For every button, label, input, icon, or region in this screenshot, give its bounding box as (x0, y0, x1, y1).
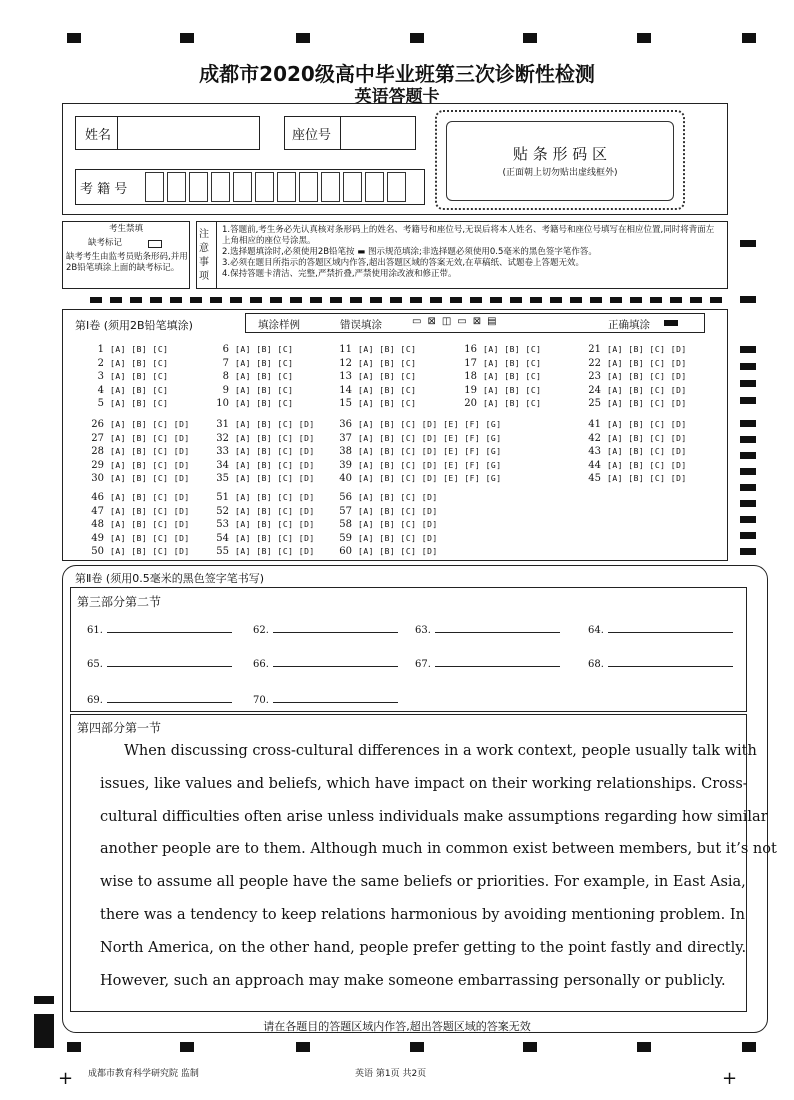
answer-options[interactable]: [A] [B] [C] (483, 399, 542, 408)
timing-mark (180, 1042, 194, 1052)
question-2[interactable] (88, 358, 168, 369)
question-42[interactable] (585, 433, 687, 444)
answer-options[interactable]: [A] [B] [C] [D] (110, 460, 190, 470)
question-15[interactable] (336, 398, 416, 409)
question-52[interactable] (213, 506, 315, 517)
notice-label: 注意事项 (199, 229, 209, 282)
timing-mark (296, 33, 310, 43)
question-20[interactable] (461, 398, 541, 409)
question-59[interactable] (336, 533, 438, 544)
timing-mark (180, 33, 194, 43)
question-19[interactable] (461, 385, 541, 396)
answer-options[interactable]: [A] [B] [C] [D] (358, 493, 438, 502)
question-number: 38 (339, 446, 352, 457)
timing-mark (410, 33, 424, 43)
timing-mark (740, 484, 756, 491)
question-40[interactable] (336, 473, 502, 484)
question-number: 29 (91, 459, 104, 471)
answer-options[interactable]: [A] [B] [C] [D] (358, 506, 438, 516)
question-number: 53 (216, 519, 229, 530)
question-number: 24 (588, 384, 601, 396)
timing-mark (740, 516, 756, 523)
question-number: 58 (339, 519, 352, 530)
answer-options[interactable]: [A] [B] [C] [D] (235, 547, 315, 556)
question-58[interactable] (336, 519, 438, 530)
timing-mark (740, 240, 756, 247)
blank-63[interactable]: 63. (415, 622, 560, 636)
question-39[interactable] (336, 460, 502, 471)
answer-options[interactable]: [A] [B] [C] [D] (607, 474, 687, 483)
question-number: 28 (91, 446, 104, 457)
blank-61[interactable]: 61. (87, 622, 232, 636)
question-4[interactable] (88, 385, 168, 396)
answer-options[interactable]: [A] [B] [C] [D] (358, 533, 438, 543)
answer-options[interactable]: [A] [B] [C] [D] (235, 506, 315, 516)
answer-options[interactable]: [A] [B] [C] [D] (110, 547, 190, 556)
answer-options[interactable]: [A] [B] [C] [D] [E] [F] [G] (358, 460, 502, 470)
question-3[interactable] (88, 371, 168, 382)
question-number: 9 (222, 384, 229, 396)
question-53[interactable] (213, 519, 315, 530)
timing-mark (67, 1042, 81, 1052)
question-21[interactable] (585, 344, 687, 355)
question-31[interactable] (213, 419, 315, 430)
blank-64[interactable]: 64. (588, 622, 733, 636)
answer-options[interactable]: [A] [B] [C] [D] (358, 547, 438, 556)
question-number: 19 (464, 384, 477, 396)
question-number: 46 (91, 492, 104, 503)
question-number: 7 (222, 357, 229, 369)
question-number: 4 (97, 384, 104, 396)
part2-title: 第Ⅱ卷 (须用0.5毫米的黑色签字笔书写) (75, 572, 264, 585)
crosshair-icon: + (722, 1068, 738, 1089)
question-number: 44 (588, 459, 601, 471)
answer-options[interactable]: [A] [B] [C] (483, 385, 542, 395)
timing-mark (67, 33, 81, 43)
question-number: 40 (339, 473, 352, 484)
question-47[interactable] (88, 506, 190, 517)
answer-options[interactable]: [A] [B] [C] [D] (110, 474, 190, 483)
answer-options[interactable]: [A] [B] [C] (110, 385, 169, 395)
question-60[interactable] (336, 546, 438, 557)
section-3-2-title: 第三部分第二节 (77, 595, 162, 609)
question-8[interactable] (213, 371, 293, 382)
question-number: 36 (339, 419, 352, 430)
page-title: 成都市2020级高中毕业班第三次诊断性检测 (199, 62, 595, 86)
question-41[interactable] (585, 419, 687, 430)
answer-options[interactable]: [A] [B] [C] [D] (110, 520, 190, 529)
question-25[interactable] (585, 398, 687, 409)
question-number: 39 (339, 459, 352, 471)
answer-options[interactable]: [A] [B] [C] [D] (235, 433, 315, 443)
timing-mark (740, 436, 756, 443)
essay-text[interactable]: When discussing cross-cultural differences in a work context, people usually talk with issues, like values and beliefs, which have impact on their working relationships. Cross- cultural difficulties often arise unless individuals make assumptions regarding how similar another people are to them. Although much in common exist between members, but it’s not wise to assume all people have the same beliefs or priorities. For example, in East Asia, there was a tendency to keep relations harmonious by avoiding mentioning problem. In North America, on the other hand, people prefer getting to the point fastly and directly. However, such an approach may make someone embarrassing personally or publicly. (100, 743, 777, 989)
question-51[interactable] (213, 492, 315, 503)
question-12[interactable] (336, 358, 416, 369)
answer-options[interactable]: [A] [B] [C] (483, 345, 542, 354)
timing-mark (740, 420, 756, 427)
answer-options[interactable]: [A] [B] [C] (358, 385, 417, 395)
question-number: 10 (216, 398, 229, 409)
footer-warning: 请在各题目的答题区域内作答,超出答题区域的答案无效 (263, 1020, 531, 1033)
timing-mark (740, 346, 756, 353)
name-label: 姓名 (85, 128, 112, 143)
question-10[interactable] (213, 398, 293, 409)
answer-options[interactable]: [A] [B] [C] (358, 399, 417, 408)
correct-sample-icon (664, 320, 678, 326)
absent-mark-label: 缺考标记 (88, 238, 123, 248)
question-37[interactable] (336, 433, 502, 444)
answer-options[interactable]: [A] [B] [C] [D] (607, 420, 687, 429)
timing-mark (742, 33, 756, 43)
timing-mark (34, 996, 54, 1004)
blank-62[interactable]: 62. (253, 622, 398, 636)
question-number: 20 (464, 398, 477, 409)
question-number: 57 (339, 505, 352, 517)
question-27[interactable] (88, 433, 190, 444)
answer-options[interactable]: [A] [B] [C] (358, 345, 417, 354)
answer-options[interactable]: [A] [B] [C] (235, 399, 294, 408)
timing-mark (637, 33, 651, 43)
answer-options[interactable]: [A] [B] [C] [D] (235, 493, 315, 502)
question-number: 6 (222, 344, 229, 355)
answer-options[interactable]: [A] [B] [C] [D] (607, 399, 687, 408)
question-number: 15 (339, 398, 352, 409)
answer-options[interactable]: [A] [B] [C] (110, 372, 169, 381)
absent-mark-checkbox[interactable] (148, 240, 162, 248)
answer-options[interactable]: [A] [B] [C] (358, 372, 417, 381)
notice-list: 1.答题前,考生务必先认真核对条形码上的姓名、考籍号和座位号,无误后将本人姓名、考籍号和座位号填写在相应位置,同时将背面左上角相应的座位号涂黑。 2.选择题填涂时,必须使用2B铅笔按 ▬ 图示规范填涂;非选择题必须使用0.5毫米的黑色签字笔作答。 3.必须在题目所指示的答题区域内作答,超出答题区域的答案无效,在草稿纸、试题卷上答题无效。 4.保持答题卡清洁、完整,严禁折叠,严禁使用涂改液和修正带。 (222, 225, 715, 279)
question-1[interactable] (88, 344, 168, 355)
part1-title: 第Ⅰ卷 (须用2B铅笔填涂) (75, 319, 193, 332)
answer-options[interactable]: [A] [B] [C] [D] (110, 533, 190, 543)
question-29[interactable] (88, 460, 190, 471)
question-number: 37 (339, 432, 352, 444)
answer-options[interactable]: [A] [B] [C] (235, 385, 294, 395)
page-subtitle: 英语答题卡 (354, 87, 440, 107)
question-number: 43 (588, 446, 601, 457)
question-28[interactable] (88, 446, 190, 457)
crosshair-icon: + (58, 1068, 74, 1089)
question-number: 22 (588, 357, 601, 369)
question-number: 11 (339, 344, 352, 355)
question-56[interactable] (336, 492, 438, 503)
timing-mark (740, 452, 756, 459)
question-17[interactable] (461, 358, 541, 369)
answer-options[interactable]: [A] [B] [C] (235, 358, 294, 368)
question-number: 42 (588, 432, 601, 444)
question-number: 48 (91, 519, 104, 530)
answer-options[interactable]: [A] [B] [C] [D] (607, 358, 687, 368)
timing-mark (740, 500, 756, 507)
question-number: 2 (97, 357, 104, 369)
question-number: 8 (222, 371, 229, 382)
question-13[interactable] (336, 371, 416, 382)
question-number: 49 (91, 532, 104, 544)
timing-mark (740, 397, 756, 404)
answer-options[interactable]: [A] [B] [C] [D] (607, 372, 687, 381)
question-44[interactable] (585, 460, 687, 471)
blank-65[interactable]: 65. (87, 656, 232, 670)
question-number: 17 (464, 357, 477, 369)
question-number: 55 (216, 546, 229, 557)
question-46[interactable] (88, 492, 190, 503)
question-number: 3 (97, 371, 104, 382)
question-number: 27 (91, 432, 104, 444)
timing-mark (410, 1042, 424, 1052)
divider (90, 297, 726, 303)
question-23[interactable] (585, 371, 687, 382)
question-34[interactable] (213, 460, 315, 471)
blank-68[interactable]: 68. (588, 656, 733, 670)
answer-options[interactable]: [A] [B] [C] [D] (607, 447, 687, 456)
answer-options[interactable]: [A] [B] [C] [D] (235, 447, 315, 456)
question-number: 25 (588, 398, 601, 409)
question-number: 12 (339, 357, 352, 369)
section-4-1-title: 第四部分第一节 (77, 721, 162, 735)
answer-options[interactable]: [A] [B] [C] [D] [E] [F] [G] (358, 447, 502, 456)
question-33[interactable] (213, 446, 315, 457)
question-43[interactable] (585, 446, 687, 457)
question-16[interactable] (461, 344, 541, 355)
question-57[interactable] (336, 506, 438, 517)
question-18[interactable] (461, 371, 541, 382)
answer-options[interactable]: [A] [B] [C] (358, 358, 417, 368)
barcode-note: (正面朝上切勿贴出虚线框外) (502, 168, 618, 178)
question-number: 32 (216, 432, 229, 444)
exam-no-label: 考 籍 号 (80, 182, 128, 197)
question-number: 51 (216, 492, 229, 503)
question-number: 13 (339, 371, 352, 382)
footer-page: 英语 第1页 共2页 (355, 1069, 427, 1079)
answer-options[interactable]: [A] [B] [C] [D] (358, 520, 438, 529)
answer-options[interactable]: [A] [B] [C] [D] (235, 533, 315, 543)
question-24[interactable] (585, 385, 687, 396)
answer-options[interactable]: [A] [B] [C] (483, 372, 542, 381)
answer-options[interactable]: [A] [B] [C] (235, 345, 294, 354)
timing-mark (637, 1042, 651, 1052)
timing-mark (740, 296, 756, 303)
question-number: 1 (97, 344, 104, 355)
question-49[interactable] (88, 533, 190, 544)
wrong-samples-icon: ▭⊠◫▭⊠▤ (412, 316, 503, 327)
question-number: 23 (588, 371, 601, 382)
question-number: 47 (91, 505, 104, 517)
question-50[interactable] (88, 546, 190, 557)
question-48[interactable] (88, 519, 190, 530)
timing-mark (740, 548, 756, 555)
timing-mark (740, 380, 756, 387)
answer-options[interactable]: [A] [B] [C] [D] [E] [F] [G] (358, 474, 502, 483)
question-number: 33 (216, 446, 229, 457)
seat-label: 座位号 (292, 128, 332, 143)
timing-mark (742, 1042, 756, 1052)
timing-mark (740, 532, 756, 539)
question-number: 34 (216, 459, 229, 471)
question-number: 52 (216, 505, 229, 517)
answer-options[interactable]: [A] [B] [C] [D] (110, 506, 190, 516)
question-7[interactable] (213, 358, 293, 369)
question-number: 56 (339, 492, 352, 503)
question-number: 18 (464, 371, 477, 382)
answer-options[interactable]: [A] [B] [C] [D] [E] [F] [G] (358, 420, 502, 429)
question-number: 5 (97, 398, 104, 409)
question-number: 14 (339, 384, 352, 396)
exam-no-digits (145, 172, 409, 206)
answer-options[interactable]: [A] [B] [C] (110, 399, 169, 408)
question-number: 59 (339, 532, 352, 544)
answer-options[interactable]: [A] [B] [C] [D] (607, 433, 687, 443)
question-number: 45 (588, 473, 601, 484)
timing-mark (740, 468, 756, 475)
question-26[interactable] (88, 419, 190, 430)
question-36[interactable] (336, 419, 502, 430)
question-number: 30 (91, 473, 104, 484)
question-35[interactable] (213, 473, 315, 484)
answer-options[interactable]: [A] [B] [C] (110, 358, 169, 368)
absent-title: 考生禁填 (108, 224, 143, 234)
answer-options[interactable]: [A] [B] [C] [D] [E] [F] [G] (358, 433, 502, 443)
answer-options[interactable]: [A] [B] [C] (110, 345, 169, 354)
blank-69[interactable]: 69. (87, 692, 232, 706)
question-number: 31 (216, 419, 229, 430)
question-number: 50 (91, 546, 104, 557)
question-54[interactable] (213, 533, 315, 544)
answer-options[interactable]: [A] [B] [C] [D] (110, 447, 190, 456)
timing-mark (523, 33, 537, 43)
timing-mark (740, 363, 756, 370)
question-number: 26 (91, 419, 104, 430)
barcode-title: 贴 条 形 码 区 (512, 145, 608, 163)
absent-note: 缺考考生由监考员贴条形码,并用2B铅笔填涂上面的缺考标记。 (66, 252, 188, 273)
answer-options[interactable]: [A] [B] [C] [D] (607, 385, 687, 395)
question-number: 16 (464, 344, 477, 355)
question-22[interactable] (585, 358, 687, 369)
question-45[interactable] (585, 473, 687, 484)
answer-options[interactable]: [A] [B] [C] [D] (110, 420, 190, 429)
question-9[interactable] (213, 385, 293, 396)
answer-options[interactable]: [A] [B] [C] [D] (607, 460, 687, 470)
answer-options[interactable]: [A] [B] [C] [D] (235, 420, 315, 429)
answer-options[interactable]: [A] [B] [C] [D] (607, 345, 687, 354)
answer-options[interactable]: [A] [B] [C] [D] (110, 433, 190, 443)
question-11[interactable] (336, 344, 416, 355)
question-55[interactable] (213, 546, 315, 557)
question-32[interactable] (213, 433, 315, 444)
timing-mark (296, 1042, 310, 1052)
question-30[interactable] (88, 473, 190, 484)
question-5[interactable] (88, 398, 168, 409)
question-number: 35 (216, 473, 229, 484)
answer-options[interactable]: [A] [B] [C] [D] (235, 474, 315, 483)
question-number: 60 (339, 546, 352, 557)
answer-options[interactable]: [A] [B] [C] [D] (110, 493, 190, 502)
answer-options[interactable]: [A] [B] [C] [D] (235, 520, 315, 529)
question-6[interactable] (213, 344, 293, 355)
answer-options[interactable]: [A] [B] [C] [D] (235, 460, 315, 470)
timing-mark (523, 1042, 537, 1052)
question-number: 41 (588, 419, 601, 430)
footer-publisher: 成都市教育科学研究院 监制 (88, 1069, 199, 1079)
blank-67[interactable]: 67. (415, 656, 560, 670)
blank-66[interactable]: 66. (253, 656, 398, 670)
answer-options[interactable]: [A] [B] [C] (235, 372, 294, 381)
question-number: 54 (216, 532, 229, 544)
answer-options[interactable]: [A] [B] [C] (483, 358, 542, 368)
blank-70[interactable]: 70. (253, 692, 398, 706)
question-14[interactable] (336, 385, 416, 396)
question-number: 21 (588, 344, 601, 355)
question-38[interactable] (336, 446, 502, 457)
